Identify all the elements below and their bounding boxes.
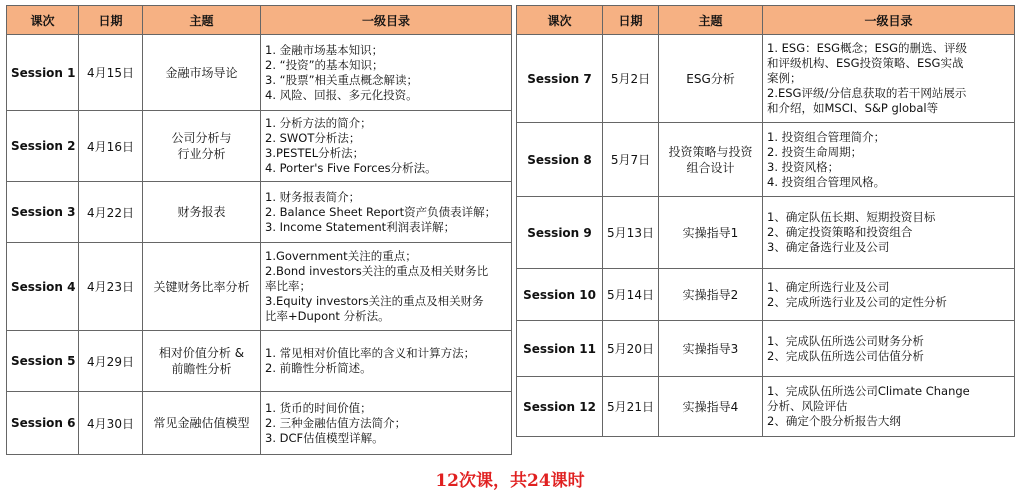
topic-cell (659, 269, 763, 321)
outline-line: 1.Government关注的重点； (265, 249, 417, 263)
outline-line: 和评级机构、ESG投资策略、ESG实战 (767, 56, 964, 70)
topic-cell (143, 243, 261, 331)
outline-line: 2.Bond investors关注的重点及相关财务比 (265, 264, 489, 278)
topic-cell (143, 111, 261, 182)
topic-cell (659, 377, 763, 437)
outline-line: 2. SWOT分析法； (265, 131, 361, 145)
date-cell: 5月14日 (603, 269, 659, 321)
date-cell: 4月22日 (79, 182, 143, 243)
outline-line: 1、完成队伍所选公司财务分析 (767, 333, 924, 348)
date-cell: 5月2日 (603, 35, 659, 123)
header-date: 日期 (79, 6, 143, 35)
outline-line: 1、完成队伍所选公司Climate Change (767, 384, 970, 398)
outline-line: 2. Balance Sheet Report资产负债表详解； (265, 204, 497, 219)
topic-line: 金融市场导论 (165, 65, 238, 80)
outline-cell (261, 111, 512, 182)
table-row (517, 35, 1015, 123)
outline-line: 3.Equity investors关注的重点及相关财务 (265, 294, 484, 308)
outline-cell (763, 377, 1015, 437)
outline-line: 3.PESTEL分析法； (265, 146, 365, 160)
date-cell: 4月30日 (79, 392, 143, 455)
outline-line: 1、确定队伍长期、短期投资目标 (767, 210, 936, 224)
outline-line: 3. 投资风格； (767, 159, 840, 174)
date-cell: 4月29日 (79, 331, 143, 392)
topic-line: 关键财务比率分析 (153, 279, 250, 294)
topic-line: ESG分析 (686, 71, 735, 86)
session-cell: Session 12 (517, 377, 603, 437)
session-cell: Session 5 (7, 331, 79, 392)
table-row (7, 111, 512, 182)
table-header-row (517, 6, 1015, 35)
table-row (7, 35, 512, 111)
outline-cell (261, 35, 512, 111)
outline-line: 率比率； (265, 279, 311, 293)
topic-line: 行业分析 (177, 147, 226, 161)
course-summary: 12次课，共24课时 (435, 471, 585, 491)
session-cell: Session 11 (517, 321, 603, 377)
topic-cell (659, 123, 763, 197)
date-cell: 5月20日 (603, 321, 659, 377)
table-header-row (7, 6, 512, 35)
topic-cell (659, 197, 763, 269)
header-date: 日期 (603, 6, 659, 35)
session-cell: Session 6 (7, 392, 79, 455)
outline-cell (763, 197, 1015, 269)
topic-cell (659, 321, 763, 377)
outline-cell (763, 321, 1015, 377)
topic-cell (143, 392, 261, 455)
topic-cell (659, 35, 763, 123)
outline-line: 1. 金融市场基本知识； (265, 42, 384, 57)
date-cell: 4月23日 (79, 243, 143, 331)
outline-line: 1. 财务报表简介； (265, 189, 361, 204)
session-cell: Session 4 (7, 243, 79, 331)
outline-line: 1、确定所选行业及公司 (767, 279, 890, 294)
topic-line: 相对价值分析 & (158, 346, 245, 360)
outline-line: 4. Porter's Five Forces分析法。 (265, 161, 437, 175)
date-cell: 5月21日 (603, 377, 659, 437)
topic-cell (143, 331, 261, 392)
outline-line: 2. “投资”的基本知识； (265, 57, 384, 72)
session-cell: Session 9 (517, 197, 603, 269)
outline-line: 1. ESG：ESG概念；ESG的删选、评级 (767, 41, 968, 55)
outline-line: 1. 常见相对价值比率的含义和计算方法； (265, 346, 476, 360)
outline-line: 2、完成队伍所选公司估值分析 (767, 348, 924, 363)
table-row (517, 321, 1015, 377)
table-row (517, 377, 1015, 437)
header-session: 课次 (7, 6, 79, 35)
outline-line: 3. “股票”相关重点概念解读； (265, 72, 419, 87)
topic-cell (143, 35, 261, 111)
outline-line: 3、确定备选行业及公司 (767, 240, 890, 254)
topic-line: 常见金融估值模型 (153, 416, 250, 430)
outline-line: 1. 货币的时间价值； (265, 400, 372, 415)
topic-line: 组合设计 (686, 160, 735, 175)
outline-cell (763, 123, 1015, 197)
session-cell: Session 8 (517, 123, 603, 197)
topic-cell (143, 182, 261, 243)
outline-cell (763, 269, 1015, 321)
outline-line: 2.ESG评级/分信息获取的若干网站展示 (767, 86, 967, 100)
outline-line: 1. 分析方法的简介； (265, 116, 372, 130)
date-cell: 5月13日 (603, 197, 659, 269)
topic-line: 投资策略与投资 (668, 144, 753, 159)
outline-line: 和介绍，如MSCI、S&P global等 (767, 101, 939, 115)
session-cell: Session 1 (7, 35, 79, 111)
topic-line: 实操指导1 (682, 225, 739, 240)
table-row (7, 243, 512, 331)
outline-line: 3. Income Statement利润表详解； (265, 219, 456, 234)
header-topic: 主题 (659, 6, 763, 35)
table-row (517, 269, 1015, 321)
outline-line: 分析、风险评估 (767, 399, 848, 413)
outline-line: 2、确定投资策略和投资组合 (767, 225, 913, 239)
table-row (7, 182, 512, 243)
header-outline: 一级目录 (763, 6, 1015, 35)
session-cell: Session 10 (517, 269, 603, 321)
schedule-table-right (516, 5, 1015, 437)
table-row (517, 197, 1015, 269)
topic-line: 实操指导3 (682, 341, 739, 356)
date-cell: 5月7日 (603, 123, 659, 197)
topic-line: 公司分析与 (171, 131, 232, 145)
topic-line: 财务报表 (177, 205, 226, 219)
topic-line: 实操指导4 (682, 399, 739, 414)
table-row (7, 331, 512, 392)
table-row (7, 392, 512, 455)
outline-line: 1. 投资组合管理简介； (767, 129, 886, 144)
header-topic: 主题 (143, 6, 261, 35)
outline-line: 2、完成所选行业及公司的定性分析 (767, 294, 947, 309)
outline-cell (261, 392, 512, 455)
outline-line: 2. 前瞻性分析简述。 (265, 361, 372, 375)
outline-line: 2、确定个股分析报告大纲 (767, 414, 901, 428)
outline-cell (261, 243, 512, 331)
outline-cell (261, 182, 512, 243)
table-row (517, 123, 1015, 197)
header-outline: 一级目录 (261, 6, 512, 35)
date-cell: 4月16日 (79, 111, 143, 182)
outline-line: 2. 投资生命周期； (767, 144, 863, 159)
outline-line: 4. 风险、回报、多元化投资。 (265, 87, 418, 102)
outline-cell (763, 35, 1015, 123)
session-cell: Session 7 (517, 35, 603, 123)
topic-line: 前瞻性分析 (171, 362, 232, 376)
topic-line: 实操指导2 (682, 287, 739, 302)
outline-line: 2. 三种金融估值方法简介； (265, 415, 407, 430)
outline-line: 3. DCF估值模型详解。 (265, 430, 384, 445)
outline-line: 比率+Dupont 分析法。 (265, 309, 390, 323)
outline-cell (261, 331, 512, 392)
session-cell: Session 2 (7, 111, 79, 182)
date-cell: 4月15日 (79, 35, 143, 111)
outline-line: 案例； (767, 71, 802, 85)
schedule-table-left (6, 5, 512, 455)
header-session: 课次 (517, 6, 603, 35)
outline-line: 4. 投资组合管理风格。 (767, 174, 886, 189)
session-cell: Session 3 (7, 182, 79, 243)
